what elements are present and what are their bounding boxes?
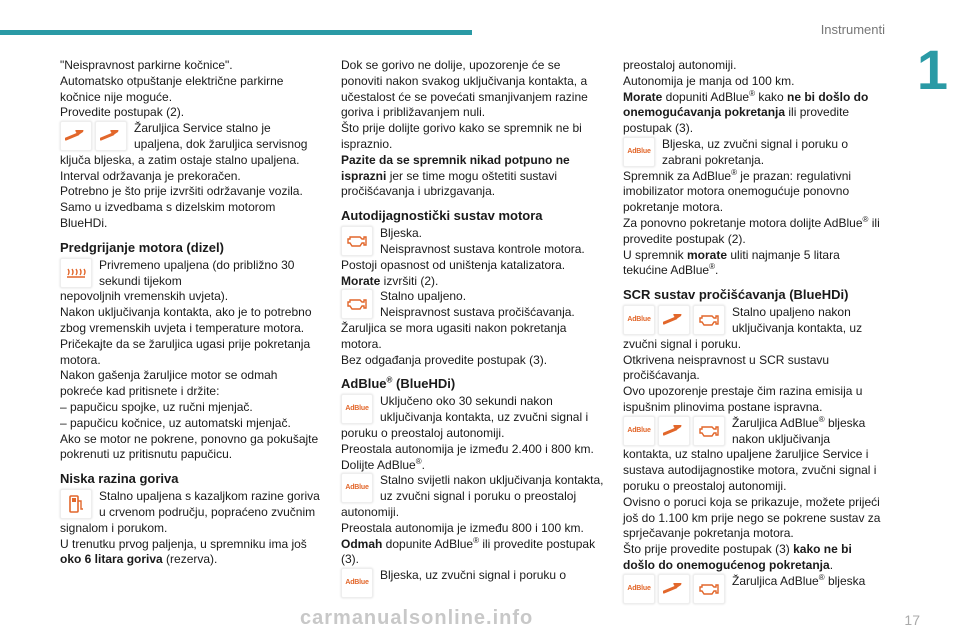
engine-icon <box>341 226 373 256</box>
obd-lit-text: Stalno upaljeno. <box>380 289 467 304</box>
paragraph: Ovo upozorenje prestaje čim razina emisija u ispušnim plinovima postane ispravna. <box>623 384 863 414</box>
preheat-text: Privremeno upaljena (do približno 30 sekundi tijekom <box>99 257 295 288</box>
scr-text: Žaruljica AdBlue® bljeska nakon uključivanja <box>732 414 866 446</box>
column-3 <box>623 58 887 604</box>
paragraph: preostaloj autonomiji. <box>623 58 737 72</box>
paragraph: Nakon gašenja žaruljice motor se odmah pokreće kad pritisnete i držite: <box>60 368 278 399</box>
scr-text: Žaruljica AdBlue® bljeska <box>732 572 866 588</box>
scr-text: Stalno upaljeno nakon uključivanja kontakta, uz <box>732 305 863 335</box>
scr-row-2 <box>623 416 887 448</box>
section-heading-adblue: AdBlue® (BlueHDi) <box>341 376 456 392</box>
paragraph: Spremnik za AdBlue® je prazan: regulativni imobilizator motora onemogućuje ponovno pokretanje motora. <box>623 167 852 215</box>
obd-blink-text: Bljeska. <box>380 226 423 241</box>
paragraph: "Neispravnost parkirne kočnice". <box>60 58 233 72</box>
paragraph: Pazite da se spremnik nikad potpuno ne isprazni jer se time mogu oštetiti sustavi pročišćavanja i ubrizgavanja. <box>341 152 570 199</box>
paragraph: Postoji opasnost od uništenja katalizatora. <box>341 257 566 272</box>
fuel-pump-icon <box>60 489 92 519</box>
wrench-icon <box>658 305 690 335</box>
paragraph: Nakon uključivanja kontakta, ako je to potrebno zbog vremenskih uvjeta i temperature motora. Pričekajte da se žaruljica ugasi prije pokretanja motora. <box>60 305 312 367</box>
obd-fault-text: Neispravnost sustava kontrole motora. <box>380 241 585 256</box>
wrench-icon <box>658 574 690 604</box>
paragraph: Bez odgađanja provedite postupak (3). <box>341 352 548 367</box>
chapter-number: 1 <box>916 38 948 101</box>
paragraph: signalom i porukom. <box>60 520 168 535</box>
column-1 <box>60 58 322 568</box>
section-heading-scr: SCR sustav pročišćavanja (BlueHDi) <box>623 287 849 303</box>
paragraph: Provedite postupak (2). <box>60 105 185 120</box>
paragraph: U spremnik morate uliti najmanje 5 litara tekućine AdBlue®. <box>623 247 840 278</box>
adblue-icon: AdBlue <box>341 394 373 424</box>
adblue-text: Stalno svijetli nakon uključivanja kontakta, uz zvučni signal i poruku o preostaloj <box>380 473 604 504</box>
paragraph: Dolijte AdBlue®. <box>341 456 425 472</box>
scr-row-1 <box>623 305 887 337</box>
paragraph: kontakta, uz stalno upaljene žaruljice Service i sustava autodijagnostike motora, zvučni signal i poruku o preostaloj autonomiji. <box>623 447 877 493</box>
paragraph: Potrebno je što prije izvršiti održavanje vozila. <box>60 184 303 199</box>
paragraph: Što prije provedite postupak (3) kako ne bi došlo do onemogućenog pokretanja. <box>623 542 852 572</box>
paragraph: Za ponovno pokretanje motora dolijte AdBlue® ili provedite postupak (2). <box>623 214 880 246</box>
adblue-icon: AdBlue <box>341 568 373 598</box>
low-fuel-text: Stalno upaljena s kazaljkom razine goriva u crvenom području, popraćeno zvučnim <box>99 489 320 519</box>
paragraph: Morate dopuniti AdBlue® kako ne bi došlo do onemogućavanja pokretanja ili provedite postupak (3). <box>623 88 869 136</box>
paragraph: nepovoljnih vremenskih uvjeta). <box>60 289 229 304</box>
paragraph: Samo u izvedbama s dizelskim motorom BlueHDi. <box>60 200 276 230</box>
glow-plug-icon <box>60 258 92 288</box>
paragraph: ključa bljeska, a zatim ostaje stalno upaljena. <box>60 152 300 167</box>
adblue-icon: AdBlue <box>623 416 655 446</box>
paragraph: zvučni signal i poruku. <box>623 336 742 351</box>
adblue-icon: AdBlue <box>623 137 655 167</box>
wrench-icon <box>60 121 92 151</box>
paragraph: Interval održavanja je prekoračen. <box>60 168 241 183</box>
service-warning-row <box>60 121 322 153</box>
column-2 <box>341 58 605 598</box>
paragraph: Preostala autonomija je između 2.400 i 800 km. <box>341 441 594 456</box>
low-fuel-row <box>60 489 322 521</box>
engine-icon <box>693 416 725 446</box>
watermark: carmanualsonline.info <box>300 607 534 629</box>
paragraph: Morate izvršiti (2). <box>341 273 439 288</box>
engine-icon <box>693 574 725 604</box>
engine-icon <box>341 289 373 319</box>
preheat-row <box>60 258 322 290</box>
adblue-text: Bljeska, uz zvučni signal i poruku o zabrani pokretanja. <box>662 136 849 167</box>
adblue-text: Bljeska, uz zvučni signal i poruku o <box>380 568 567 583</box>
obd-row-1 <box>341 226 605 258</box>
scr-row-3 <box>623 574 887 604</box>
service-warning-text: Žaruljica Service stalno je upaljena, dok žaruljica servisnog <box>134 121 308 151</box>
paragraph: Ako se motor ne pokrene, ponovno ga pokušajte pokrenuti uz pritisnutu papučicu. <box>60 431 319 462</box>
paragraph: Dok se gorivo ne dolije, upozorenje će se ponoviti nakon svakog uključivanja kontakta, a učestalost će se povećati smanjivanjem razine goriva i približavanjem nuli. <box>341 58 588 120</box>
wrench-icon <box>658 416 690 446</box>
adblue-row-1 <box>341 394 605 426</box>
header-accent-bar <box>0 30 472 35</box>
chapter-title: Instrumenti <box>820 22 885 37</box>
adblue-text: Uključeno oko 30 sekundi nakon uključivanja kontakta, uz zvučni signal i <box>380 394 589 425</box>
list-item: – papučicu spojke, uz ručni mjenjač. <box>60 399 253 414</box>
paragraph: Žaruljica se mora ugasiti nakon pokretanja motora. <box>341 320 567 351</box>
section-heading-preheating: Predgrijanje motora (dizel) <box>60 239 224 255</box>
paragraph: Otkrivena neispravnost u SCR sustavu pročišćavanja. <box>623 352 830 383</box>
paragraph: Autonomija je manja od 100 km. <box>623 73 795 88</box>
paragraph: Preostala autonomija je između 800 i 100 km. <box>341 520 584 535</box>
paragraph: Odmah dopunite AdBlue® ili provedite postupak (3). <box>341 535 596 567</box>
section-heading-obd: Autodijagnostički sustav motora <box>341 208 543 224</box>
adblue-row-4 <box>623 137 887 169</box>
page-number: 17 <box>904 612 920 628</box>
adblue-icon: AdBlue <box>623 574 655 604</box>
adblue-icon: AdBlue <box>341 473 373 503</box>
adblue-row-2 <box>341 473 605 505</box>
paragraph: Ovisno o poruci koja se prikazuje, možete prijeći još do 1.100 km prije nego se pokrene sustav za sprječavanje pokretanja motora. <box>623 494 881 541</box>
paragraph: poruku o preostaloj autonomiji. <box>341 425 505 440</box>
obd-depollution-text: Neispravnost sustava pročišćavanja. <box>380 305 575 320</box>
obd-row-2 <box>341 289 605 321</box>
list-item: – papučicu kočnice, uz automatski mjenjač. <box>60 415 291 430</box>
engine-icon <box>693 305 725 335</box>
paragraph: Što prije dolijte gorivo kako se spremnik ne bi ispraznio. <box>341 121 582 151</box>
adblue-icon: AdBlue <box>623 305 655 335</box>
section-heading-low-fuel: Niska razina goriva <box>60 471 179 487</box>
paragraph: autonomiji. <box>341 504 400 519</box>
paragraph: U trenutku prvog paljenja, u spremniku ima još oko 6 litara goriva (rezerva). <box>60 536 307 567</box>
paragraph: Automatsko otpuštanje električne parkirne kočnice nije moguće. <box>60 73 284 104</box>
wrench-icon <box>95 121 127 151</box>
adblue-row-3 <box>341 568 605 598</box>
